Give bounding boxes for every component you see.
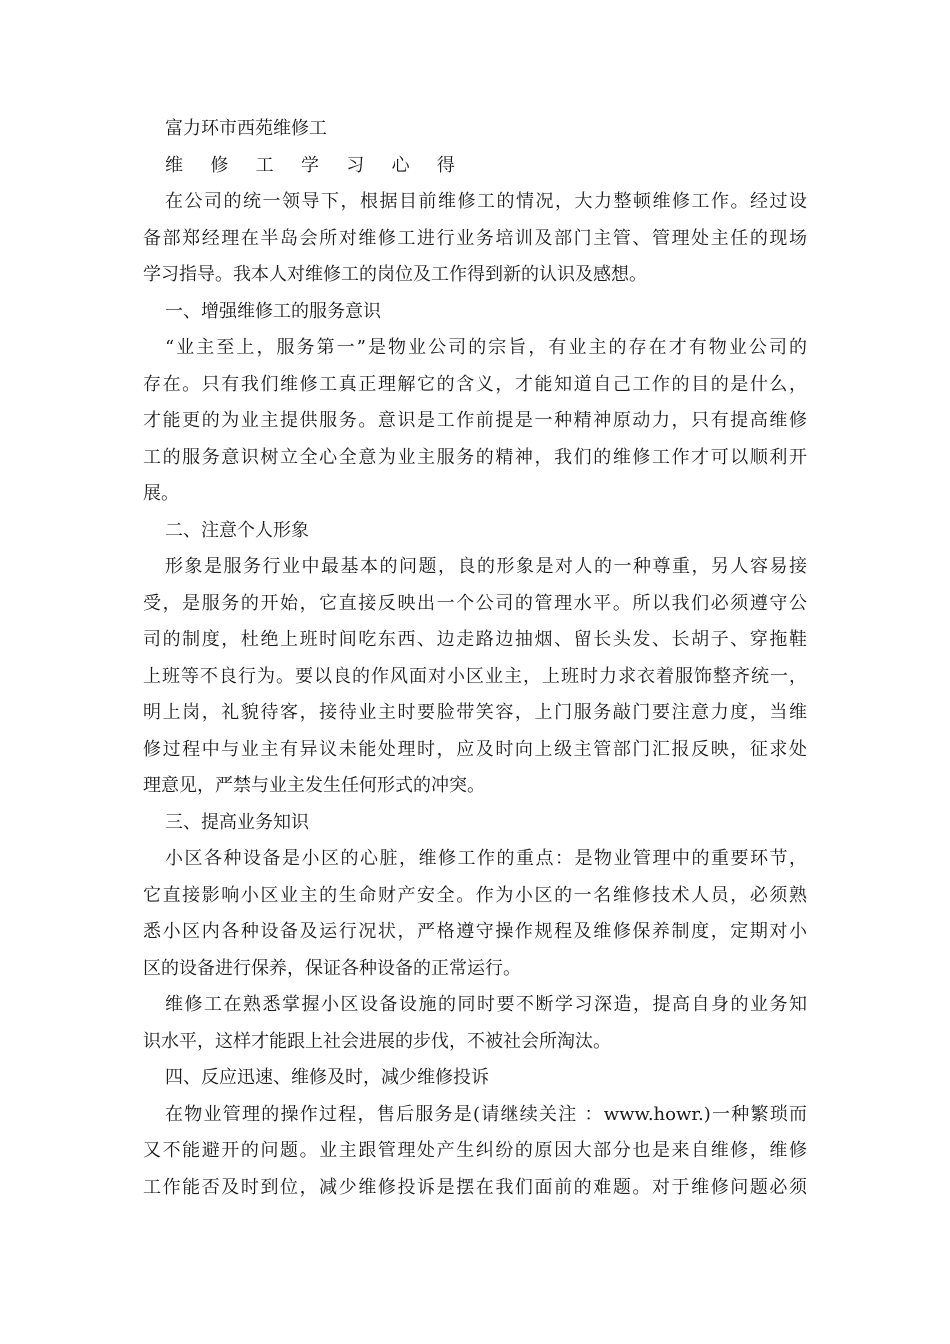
- section-3-paragraph-1: [143, 841, 807, 987]
- paragraph-line: 它直接影响小区业主的生命财产安全。作为小区的一名维修技术人员，必须熟: [143, 884, 807, 906]
- paragraph-line: 在公司的统一领导下，根据目前维修工的情况，大力整顿维修工作。经过设: [165, 191, 807, 212]
- section-heading-1: 一、增强维修工的服务意识: [165, 300, 381, 322]
- paragraph-line: 理意见，严禁与业主发生任何形式的冲突。: [143, 775, 485, 796]
- section-heading-2: 二、注意个人形象: [165, 519, 309, 541]
- paragraph-line: 形象是服务行业中最基本的问题，良的形象是对人的一种尊重，另人容易接: [165, 556, 807, 577]
- paragraph-line: 展。: [143, 483, 179, 504]
- paragraph-line: 存在。只有我们维修工真正理解它的含义，才能知道自己工作的目的是什么，: [143, 373, 807, 395]
- paragraph-line: 小区各种设备是小区的心脏，维修工作的重点：是物业管理中的重要环节，: [165, 848, 807, 869]
- section-2-paragraph: [143, 549, 807, 805]
- paragraph-line: 区的设备进行保养，保证各种设备的正常运行。: [143, 957, 521, 979]
- document-body: [143, 111, 807, 1206]
- paragraph-line: 工的服务意识树立全心全意为业主服务的精神，我们的维修工作才可以顺利开: [143, 446, 807, 468]
- section-1-paragraph: [143, 330, 807, 513]
- paragraph-line: 在物业管理的操作过程，售后服务是(请继续关注 ：www.howr.)一种繁琐而: [165, 1103, 807, 1125]
- paragraph-line: 修过程中与业主有异议未能处理时，应及时向上级主管部门汇报反映，征求处: [143, 738, 807, 760]
- paragraph-line: 识水平，这样才能跟上社会进展的步伐，不被社会所淘汰。: [143, 1030, 611, 1052]
- paragraph-line: 学习指导。我本人对维修工的岗位及工作得到新的认识及感想。: [143, 264, 647, 285]
- section-heading-3: 三、提高业务知识: [165, 811, 309, 833]
- paragraph-line: 悉小区内各种设备及运行况状，严格遵守操作规程及维修保养制度，定期对小: [143, 921, 807, 942]
- paragraph-line: “业主至上，服务第一”是物业公司的宗旨，有业主的存在才有物业公司的: [165, 337, 807, 358]
- paragraph-line: 工作能否及时到位，减少维修投诉是摆在我们面前的难题。对于维修问题必须: [143, 1176, 807, 1198]
- paragraph-line: 维修工在熟悉掌握小区设备设施的同时要不断学习深造，提高自身的业务知: [165, 994, 807, 1015]
- heading-location: 富力环市西苑维修工: [165, 118, 327, 139]
- paragraph-line: 上班等不良行为。要以良的作风面对小区业主，上班时力求衣着服饰整齐统一，: [143, 665, 807, 687]
- section-4-paragraph: [143, 1097, 807, 1207]
- intro-paragraph: [143, 184, 807, 294]
- section-heading-4: 四、反应迅速、维修及时，减少维修投诉: [165, 1067, 489, 1088]
- paragraph-line: 备部郑经理在半岛会所对维修工进行业务培训及部门主管、管理处主任的现场: [143, 227, 807, 249]
- section-3-paragraph-2: [143, 987, 807, 1060]
- paragraph-line: 受，是服务的开始，它直接反映出一个公司的管理水平。所以我们必须遵守公: [143, 592, 807, 614]
- paragraph-line: 又不能避开的问题。业主跟管理处产生纠纷的原因大部分也是来自维修，维修: [143, 1140, 807, 1161]
- paragraph-line: 明上岗，礼貌待客，接待业主时要脸带笑容，上门服务敲门要注意力度，当维: [143, 702, 807, 723]
- paragraph-line: 才能更的为业主提供服务。意识是工作前提是一种精神原动力，只有提高维修: [143, 410, 807, 431]
- document-title: 维 修 工 学 习 心 得: [165, 154, 466, 176]
- paragraph-line: 司的制度，杜绝上班时间吃东西、边走路边抽烟、留长头发、长胡子、穿拖鞋: [143, 629, 807, 650]
